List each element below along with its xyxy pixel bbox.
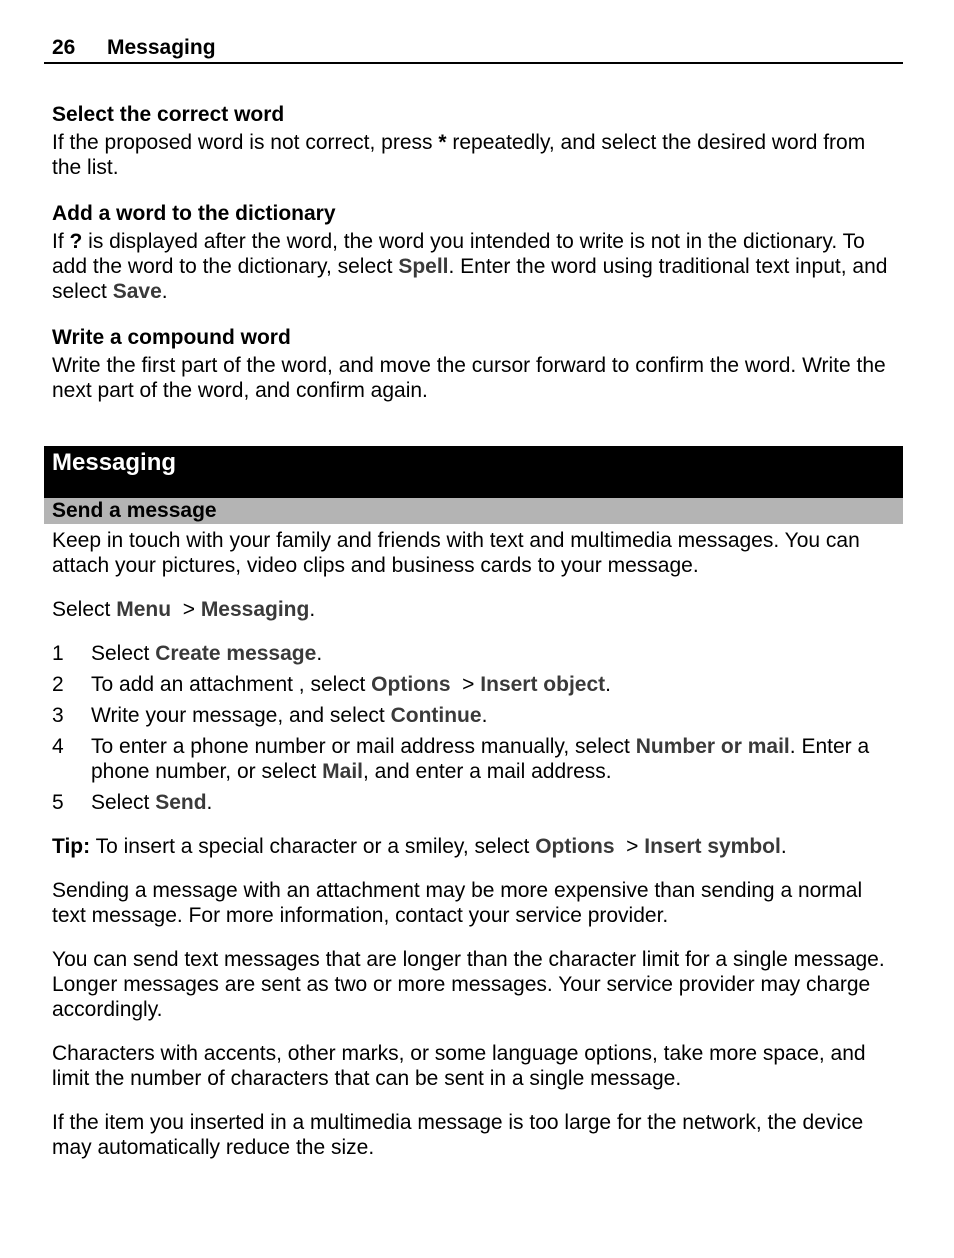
running-header-title: Messaging	[107, 36, 216, 59]
path-separator: >	[614, 835, 645, 858]
text: To enter a phone number or mail address manually, select	[91, 735, 636, 758]
text: Write your message, and select	[91, 704, 391, 727]
text: .	[161, 280, 168, 303]
text: If	[52, 230, 70, 253]
send-message-content	[52, 528, 898, 1160]
path-separator: >	[450, 673, 481, 696]
list-item	[52, 703, 898, 728]
ui-term-create-message: Create message	[155, 642, 317, 665]
step-number: 5	[52, 791, 64, 814]
text: . Enter a phone number, or select	[91, 735, 870, 783]
ui-term-number-or-mail: Number or mail	[635, 735, 790, 758]
ui-term-save: Save	[112, 280, 162, 303]
list-item	[52, 734, 898, 784]
ui-term-insert-symbol: Insert symbol	[644, 835, 781, 858]
ui-term-send: Send	[155, 791, 207, 814]
ui-term-insert-object: Insert object	[480, 673, 606, 696]
text: .	[309, 598, 316, 621]
text: If the proposed word is not correct, press	[52, 131, 439, 154]
heading-add-word: Add a word to the dictionary	[52, 202, 336, 225]
heading-compound-word: Write a compound word	[52, 326, 291, 349]
text: .	[481, 704, 488, 727]
page-number: 26	[52, 36, 76, 59]
step-number: 1	[52, 642, 64, 665]
text: To insert a special character or a smiley, select	[90, 835, 536, 858]
paragraph-intro: Keep in touch with your family and friends with text and multimedia messages. You can attach your pictures, video clips and business cards to your message.	[52, 529, 860, 577]
ui-term-options: Options	[535, 835, 615, 858]
text: .	[605, 673, 611, 696]
text: To add an attachment , select	[91, 673, 372, 696]
text: . Enter the word using traditional text input, and select	[52, 255, 888, 303]
text-input-content	[52, 100, 898, 403]
paragraph-compound-word: Write the first part of the word, and move the cursor forward to confirm the word. Write the next part of the word, and confirm again.	[52, 354, 886, 402]
tip-paragraph	[52, 834, 898, 859]
paragraph-size-reduction: If the item you inserted in a multimedia message is too large for the network, the device may automatically reduce the size.	[52, 1111, 864, 1159]
paragraph-long-messages: You can send text messages that are longer than the character limit for a single message. Longer messages are sent as two or more messages. Your service provider may charge accordingly.	[52, 948, 885, 1021]
list-item	[52, 641, 898, 666]
key-question: ?	[69, 230, 83, 253]
text: .	[780, 835, 787, 858]
text: is displayed after the word, the word you intended to write is not in the dictionary. To add the word to the dictionary, select	[52, 230, 865, 278]
step-number: 2	[52, 673, 64, 696]
text: .	[316, 642, 323, 665]
ui-term-mail: Mail	[322, 760, 363, 783]
paragraph-attachment-cost: Sending a message with an attachment may be more expensive than sending a normal text message. For more information, contact your service provider.	[52, 879, 863, 927]
paragraph-accents: Characters with accents, other marks, or some language options, take more space, and limit the number of characters that can be sent in a single message.	[52, 1042, 866, 1090]
paragraph-select-correct-word	[52, 130, 898, 180]
paragraph-add-word	[52, 229, 898, 304]
ui-term-spell: Spell	[398, 255, 449, 278]
text: Select	[91, 791, 156, 814]
running-header	[44, 34, 903, 64]
heading-select-correct-word: Select the correct word	[52, 103, 285, 126]
list-item	[52, 672, 898, 697]
text: .	[206, 791, 213, 814]
ui-term-options: Options	[371, 673, 451, 696]
list-item	[52, 790, 898, 815]
text: , and enter a mail address.	[363, 760, 612, 783]
paragraph-select-menu	[52, 597, 898, 622]
tip-label: Tip:	[52, 835, 91, 858]
key-star: *	[438, 131, 447, 154]
text: repeatedly, and select the desired word from the list.	[52, 131, 866, 179]
ui-term-continue: Continue	[390, 704, 482, 727]
subsection-heading: Send a message	[44, 498, 903, 524]
step-number: 3	[52, 704, 64, 727]
path-separator: >	[171, 598, 201, 621]
section-heading: Messaging	[44, 446, 903, 498]
step-number: 4	[52, 735, 64, 758]
text: Select	[52, 598, 117, 621]
steps-list	[52, 641, 898, 815]
text: Select	[91, 642, 156, 665]
ui-term-menu: Menu	[116, 598, 172, 621]
ui-term-messaging: Messaging	[200, 598, 310, 621]
